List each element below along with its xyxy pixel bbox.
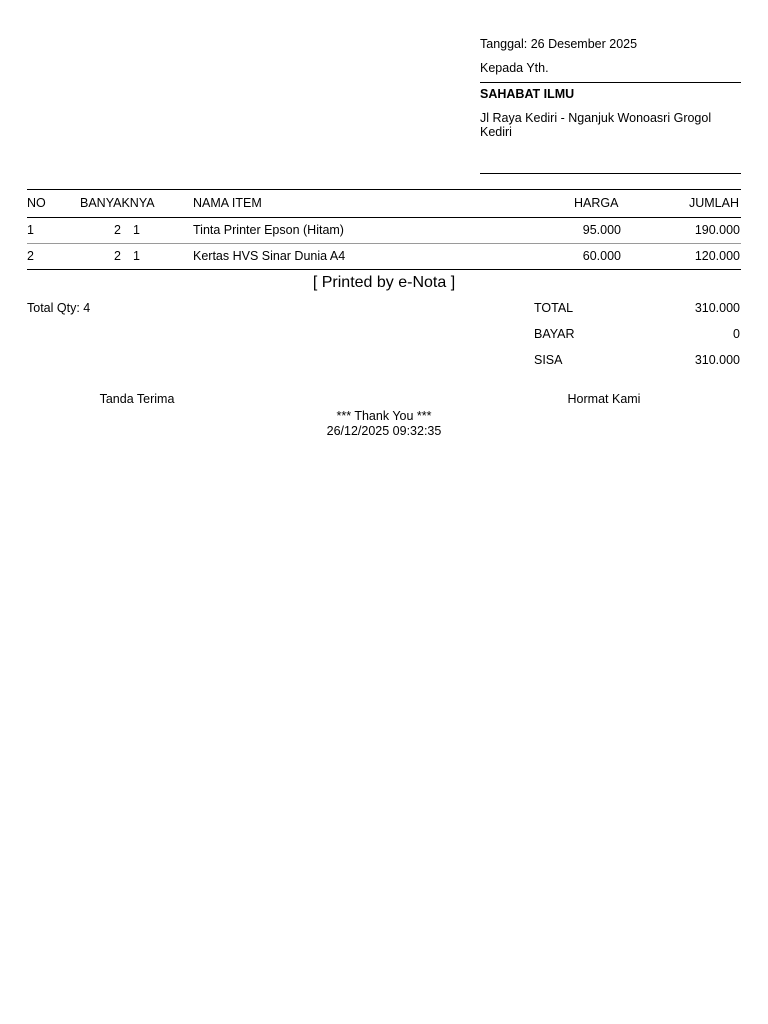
sisa-value: 310.000: [694, 353, 740, 367]
bayar-value: 0: [733, 327, 740, 341]
row-no: 1: [27, 223, 34, 237]
row-unit: 1: [133, 249, 140, 263]
total-label: TOTAL: [534, 301, 574, 315]
row-item: Tinta Printer Epson (Hitam): [193, 223, 344, 237]
total-value: 310.000: [694, 301, 740, 315]
total-qty: Total Qty: 4: [27, 301, 91, 315]
sender-signature-label: Hormat Kami: [567, 392, 641, 406]
col-header-price: HARGA: [574, 196, 619, 210]
bayar-label: BAYAR: [534, 327, 575, 341]
row-qty: 2: [114, 223, 121, 237]
printed-by-label: [ Printed by e-Nota ]: [312, 274, 456, 291]
header-divider-bottom: [480, 173, 741, 174]
recipient-label: Kepada Yth.: [480, 61, 549, 75]
col-header-no: NO: [27, 196, 46, 210]
row-unit: 1: [133, 223, 140, 237]
sisa-label: SISA: [534, 353, 563, 367]
receiver-signature-label: Tanda Terima: [99, 392, 175, 406]
row-amount: 120.000: [694, 249, 740, 263]
print-timestamp: 26/12/2025 09:32:35: [326, 424, 442, 438]
header-row-divider-right: [562, 217, 741, 218]
customer-name: SAHABAT ILMU: [480, 87, 575, 101]
thank-you-note: *** Thank You ***: [336, 409, 432, 423]
row-amount: 190.000: [694, 223, 740, 237]
row-price: 95.000: [582, 223, 621, 237]
row-qty: 2: [114, 249, 121, 263]
header-row-divider: [27, 217, 562, 218]
col-header-amount: JUMLAH: [688, 196, 739, 210]
row-price: 60.000: [582, 249, 621, 263]
row-no: 2: [27, 249, 34, 263]
table-bottom-border: [27, 269, 741, 270]
row-divider: [27, 243, 741, 244]
invoice-date: Tanggal: 26 Desember 2025: [480, 37, 638, 51]
customer-address: Jl Raya Kediri - Nganjuk Wonoasri Grogol Kediri: [480, 111, 712, 139]
col-header-item: NAMA ITEM: [193, 196, 262, 210]
table-top-border: [27, 189, 741, 190]
header-divider-top: [480, 82, 741, 83]
row-item: Kertas HVS Sinar Dunia A4: [193, 249, 346, 263]
col-header-qty: BANYAKNYA: [80, 196, 155, 210]
